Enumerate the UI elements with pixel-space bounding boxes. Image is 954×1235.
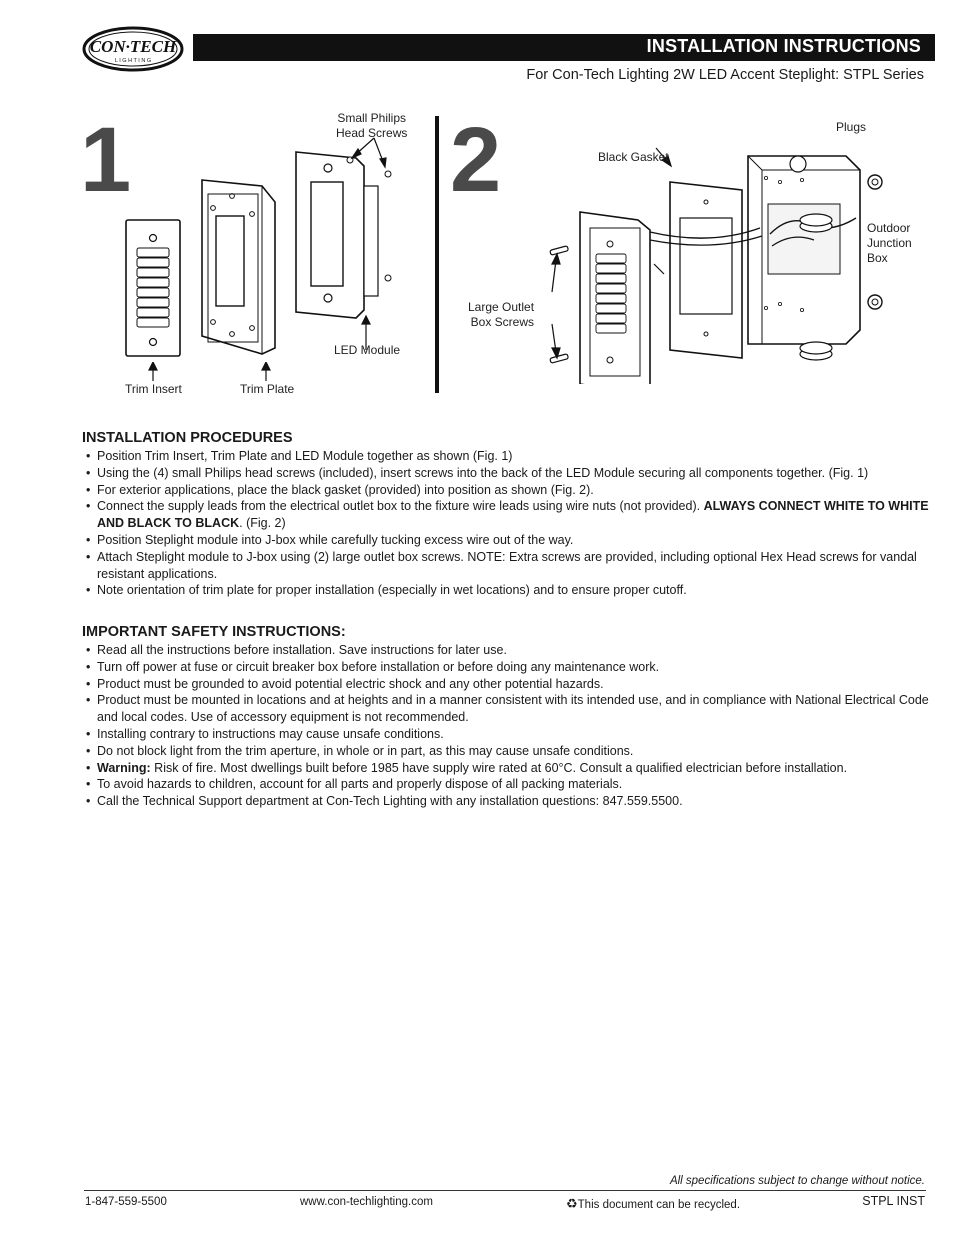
junction-box-drawing xyxy=(748,156,882,344)
footer-phone: 1-847-559-5500 xyxy=(85,1196,167,1208)
list-item: • For exterior applications, place the black gasket (provided) into position as shown (Fig. 2). xyxy=(86,482,594,497)
label-black-gasket: Black Gasket xyxy=(598,150,669,164)
logo-wordmark: CON·TECH xyxy=(89,37,177,56)
label-led-module: LED Module xyxy=(334,343,401,357)
label-outdoor-junction-box: Outdoor Junction Box xyxy=(867,221,912,265)
list-item: • Position Trim Insert, Trim Plate and LED Module together as shown (Fig. 1) xyxy=(86,449,513,463)
black-gasket-drawing xyxy=(670,182,742,358)
list-item: • Read all the instructions before installation. Save instructions for later use. xyxy=(86,643,507,657)
list-item: • Product must be grounded to avoid potential electric shock and any other potential hazards. xyxy=(86,676,604,691)
label-plugs: Plugs xyxy=(836,120,867,134)
document-code: STPL INST xyxy=(862,1194,925,1208)
recycle-text: This document can be recycled. xyxy=(577,1199,741,1211)
safety-instructions-section xyxy=(82,624,932,810)
list-item: • Using the (4) small Philips head screws (included), insert screws into the back of the LED Module securing all components together. (Fig. 1) xyxy=(86,465,869,480)
recycle-icon: ♻ xyxy=(566,1196,578,1211)
list-item: • To avoid hazards to children, account for all parts and properly dispose of all packing materials. xyxy=(86,777,623,792)
page-subtitle: For Con-Tech Lighting 2W LED Accent Steplight: STPL Series xyxy=(526,67,924,83)
installation-procedures-section xyxy=(82,430,932,599)
list-item: • Warning: Risk of fire. Most dwellings built before 1985 have supply wire rated at 60°C. Consult a qualified electrician before installation. xyxy=(86,760,848,775)
figure-1-number: 1 xyxy=(80,109,128,211)
trim-plate-drawing xyxy=(202,180,275,354)
figure-1-bottom-arrows xyxy=(140,362,280,382)
list-item: • Turn off power at fuse or circuit breaker box before installation or before doing any maintenance work. xyxy=(86,659,660,674)
procedures-heading: INSTALLATION PROCEDURES xyxy=(82,430,293,446)
footer-divider xyxy=(84,1190,926,1191)
safety-heading: IMPORTANT SAFETY INSTRUCTIONS: xyxy=(82,624,346,640)
logo-tagline: L I G H T I N G xyxy=(114,58,152,64)
list-item: • Connect the supply leads from the electrical outlet box to the fixture wire leads using wire nuts (not provided). ALWAYS CONNECT WHITE TO WHITE AND BLACK TO BLACK. (Fig. 2) xyxy=(86,499,929,531)
figure-divider xyxy=(435,116,439,393)
label-trim-insert: Trim Insert xyxy=(125,382,182,396)
list-item: • Attach Steplight module to J-box using (2) large outlet box screws. NOTE: Extra screws are provided, including optional Hex Head screws for vandal resistant applications. xyxy=(86,549,917,581)
footer-recycle xyxy=(566,1196,740,1212)
list-item: • Installing contrary to instructions may cause unsafe conditions. xyxy=(86,726,444,741)
footer-website[interactable]: www.con-techlighting.com xyxy=(300,1196,433,1208)
con-tech-logo xyxy=(82,26,184,72)
figure-2-number: 2 xyxy=(450,109,498,211)
list-item: • Do not block light from the trim aperture, in whole or in part, as this may cause unsafe conditions. xyxy=(86,743,634,758)
list-item: • Note orientation of trim plate for proper installation (especially in wet locations) and to ensure proper cutoff. xyxy=(86,583,687,598)
figure-1-exploded-view xyxy=(110,130,410,370)
label-small-philips-screws: Small Philips Head Screws xyxy=(336,111,408,140)
figure-2-exploded-view xyxy=(540,114,890,384)
trim-insert-drawing xyxy=(126,220,180,356)
list-item: • Product must be mounted in locations and at heights and in a manner consistent with its intended use, and in compliance with National Electrical Code and local codes. Use of accessory equipment is not recommended. xyxy=(86,693,929,725)
led-module-drawing xyxy=(296,152,378,318)
list-item: • Call the Technical Support department at Con-Tech Lighting with any installation questions: 847.559.5500. xyxy=(86,794,683,809)
title-bar xyxy=(193,34,935,61)
disclaimer-note: All specifications subject to change without notice. xyxy=(669,1175,925,1187)
label-trim-plate: Trim Plate xyxy=(240,382,295,396)
installation-figures xyxy=(0,100,954,405)
page-title: INSTALLATION INSTRUCTIONS xyxy=(646,36,921,56)
list-item: • Position Steplight module into J-box while carefully tucking excess wire out of the way. xyxy=(86,532,574,547)
label-large-outlet-screws: Large Outlet Box Screws xyxy=(468,300,535,329)
